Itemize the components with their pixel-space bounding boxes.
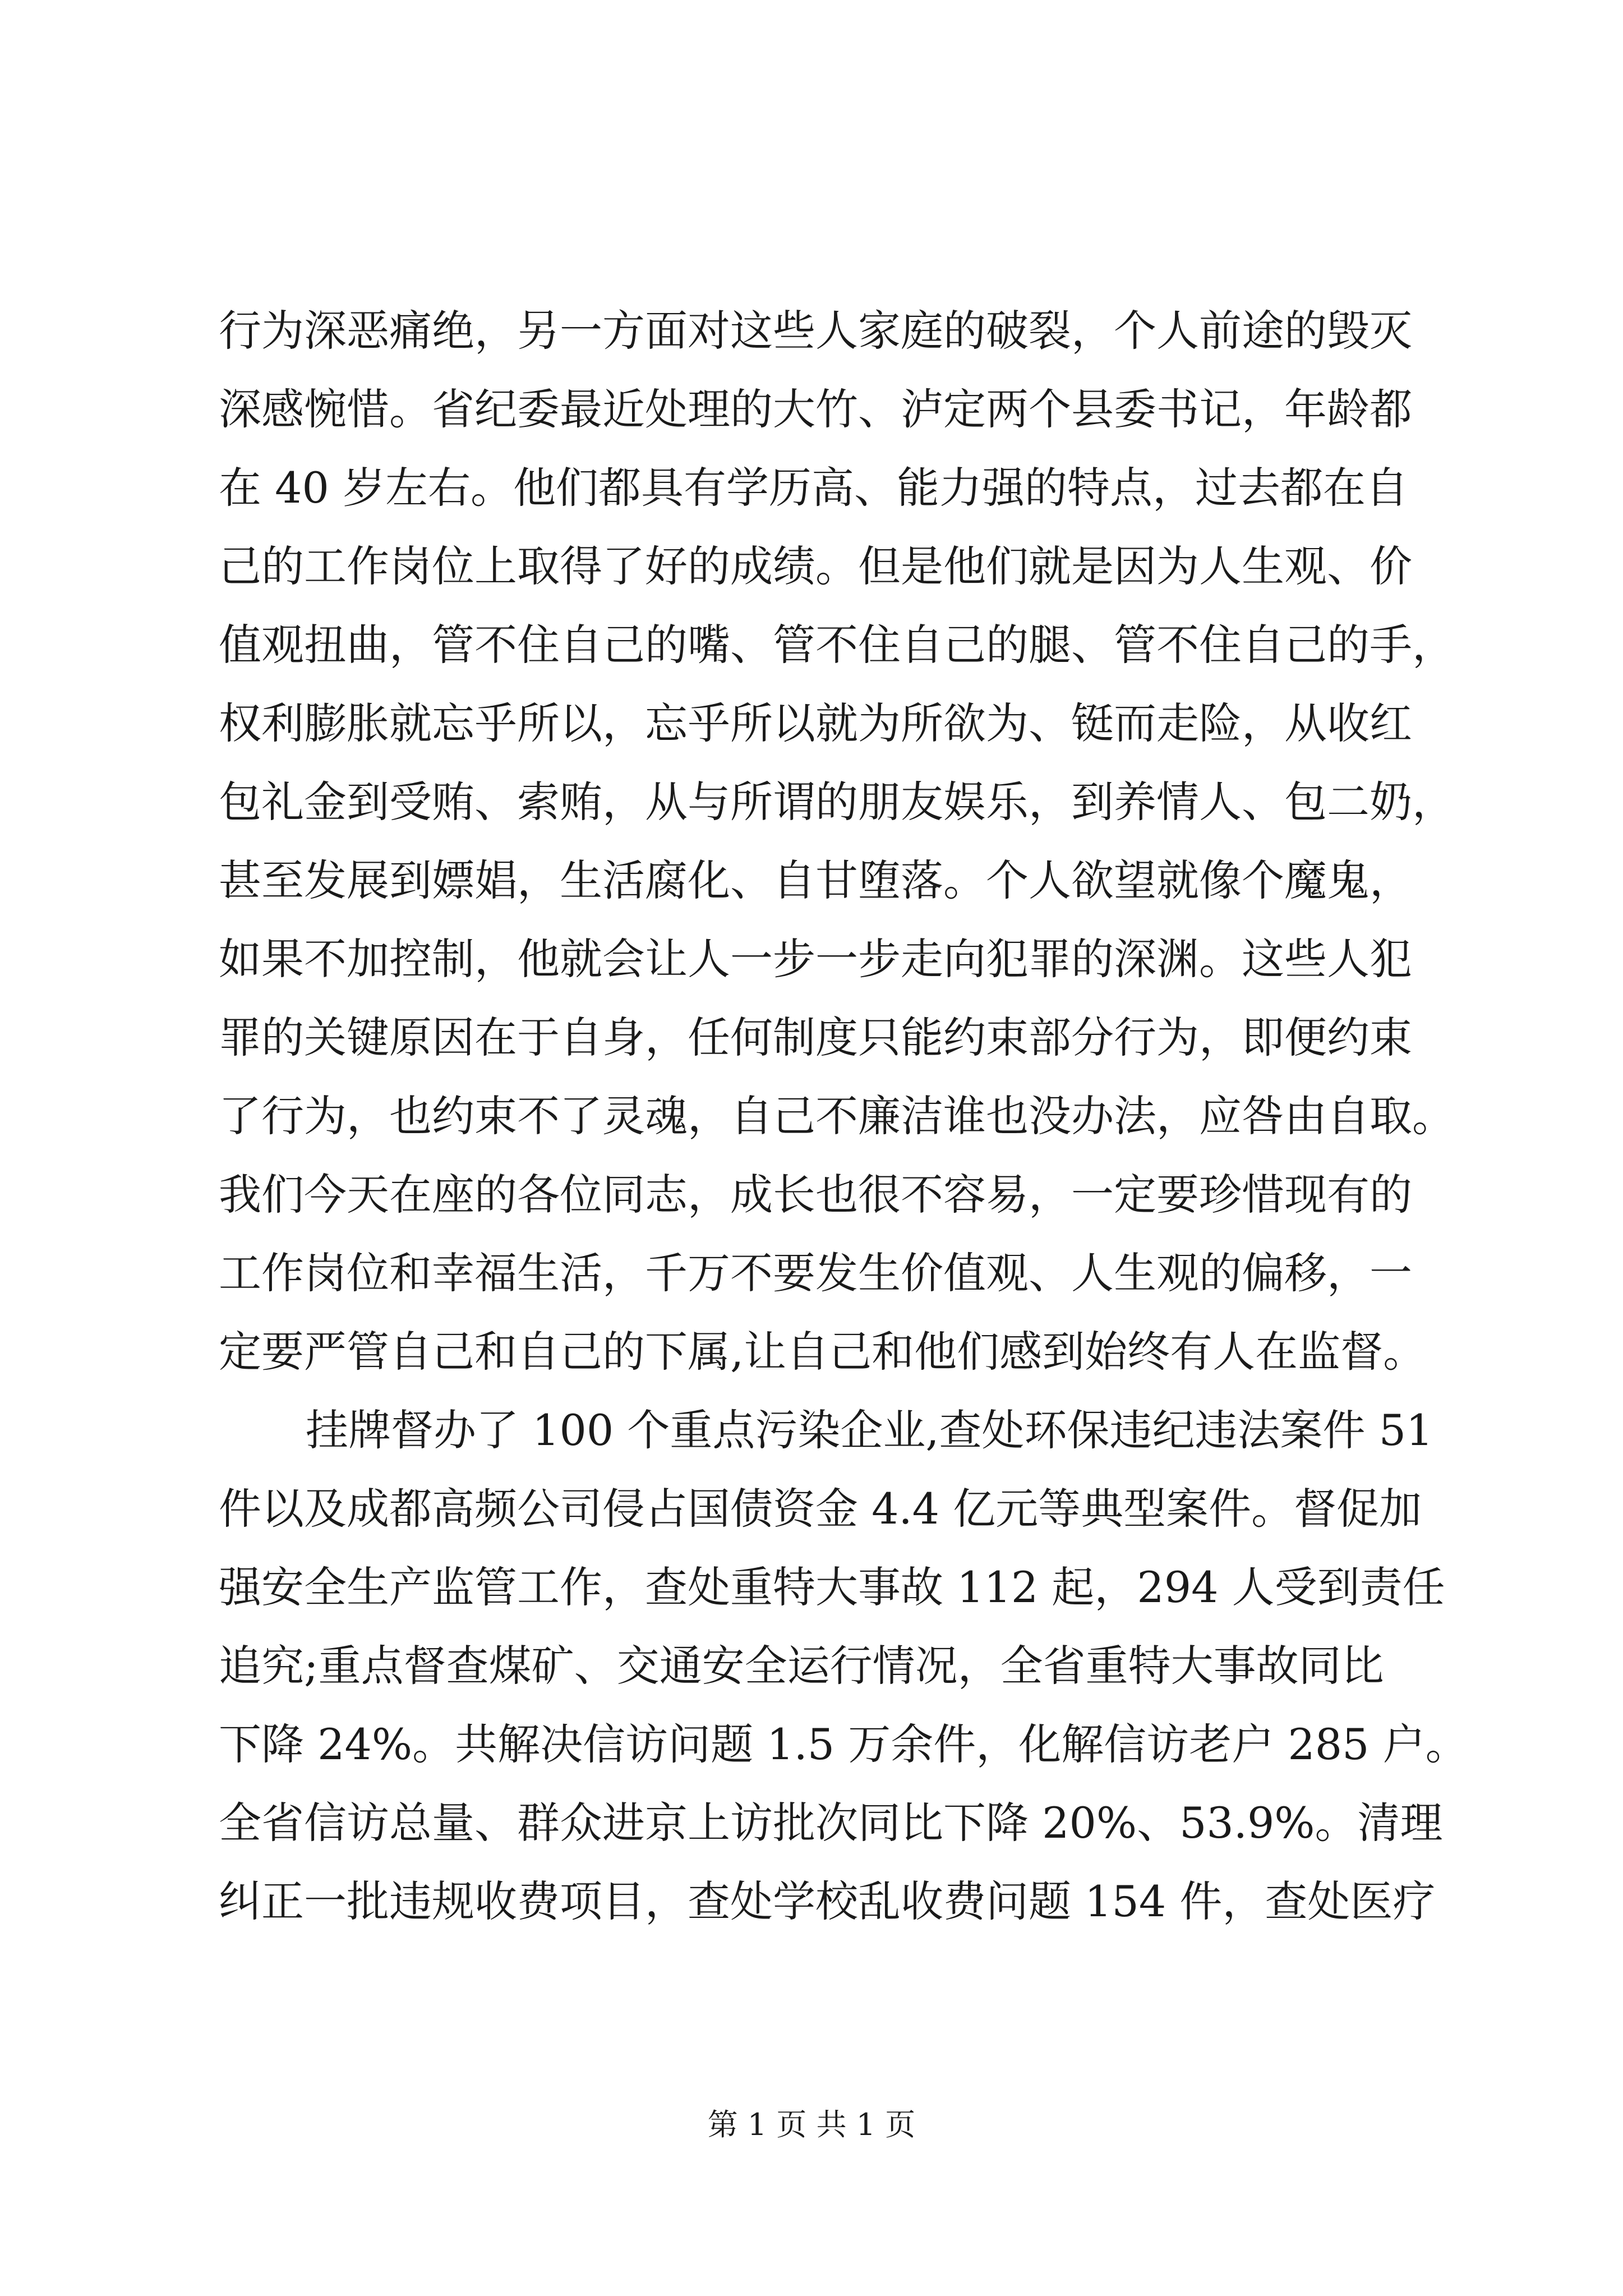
text-line: 深感惋惜。省纪委最近处理的大竹、泸定两个县委书记，年龄都 (219, 384, 1412, 434)
paragraph-1 (219, 292, 1455, 1391)
text-line: 行为深恶痛绝，另一方面对这些人家庭的破裂，个人前途的毁灭 (219, 306, 1412, 356)
text-line: 如果不加控制，他就会让人一步一步走向犯罪的深渊。这些人犯 (219, 934, 1412, 984)
text-line: 罪的关键原因在于自身，任何制度只能约束部分行为，即便约束 (219, 1013, 1412, 1062)
text-line: 值观扭曲，管不住自己的嘴、管不住自己的腿、管不住自己的手， (219, 620, 1455, 670)
page-footer (0, 2101, 1623, 2144)
text-line: 追究;重点督查煤矿、交通安全运行情况，全省重特大事故同比 (219, 1641, 1384, 1691)
text-line: 权利膨胀就忘乎所以，忘乎所以就为所欲为、铤而走险，从收红 (219, 698, 1412, 748)
paragraph-2 (219, 1391, 1468, 1941)
text-line: 在 40 岁左右。他们都具有学历高、能力强的特点，过去都在自 (219, 463, 1409, 513)
document-body (219, 292, 1468, 1941)
text-line: 下降 24%。共解决信访问题 1.5 万余件，化解信访老户 285 户。 (219, 1719, 1468, 1769)
text-line: 我们今天在座的各位同志，成长也很不容易，一定要珍惜现有的 (219, 1170, 1412, 1220)
text-line: 挂牌督办了 100 个重点污染企业,查处环保违纪违法案件 51 (306, 1405, 1433, 1455)
text-line: 包礼金到受贿、索贿，从与所谓的朋友娱乐，到养情人、包二奶， (219, 777, 1455, 827)
text-line: 定要严管自己和自己的下属,让自己和他们感到始终有人在监督。 (219, 1327, 1426, 1377)
text-line: 甚至发展到嫖娼，生活腐化、自甘堕落。个人欲望就像个魔鬼， (219, 855, 1412, 905)
text-line: 全省信访总量、群众进京上访批次同比下降 20%、53.9%。清理 (219, 1798, 1443, 1848)
text-line: 己的工作岗位上取得了好的成绩。但是他们就是因为人生观、价 (219, 541, 1412, 591)
page-number-label: 第 1 页 共 1 页 (707, 2107, 916, 2142)
text-line: 了行为，也约束不了灵魂，自己不廉洁谁也没办法，应咎由自取。 (219, 1091, 1455, 1141)
text-line: 纠正一批违规收费项目，查处学校乱收费问题 154 件，查处医疗 (219, 1876, 1436, 1926)
text-line: 工作岗位和幸福生活，千万不要发生价值观、人生观的偏移，一 (219, 1248, 1412, 1298)
text-line: 强安全生产监管工作，查处重特大事故 112 起，294 人受到责任 (219, 1562, 1445, 1612)
text-line: 件以及成都高频公司侵占国债资金 4.4 亿元等典型案件。督促加 (219, 1484, 1422, 1534)
